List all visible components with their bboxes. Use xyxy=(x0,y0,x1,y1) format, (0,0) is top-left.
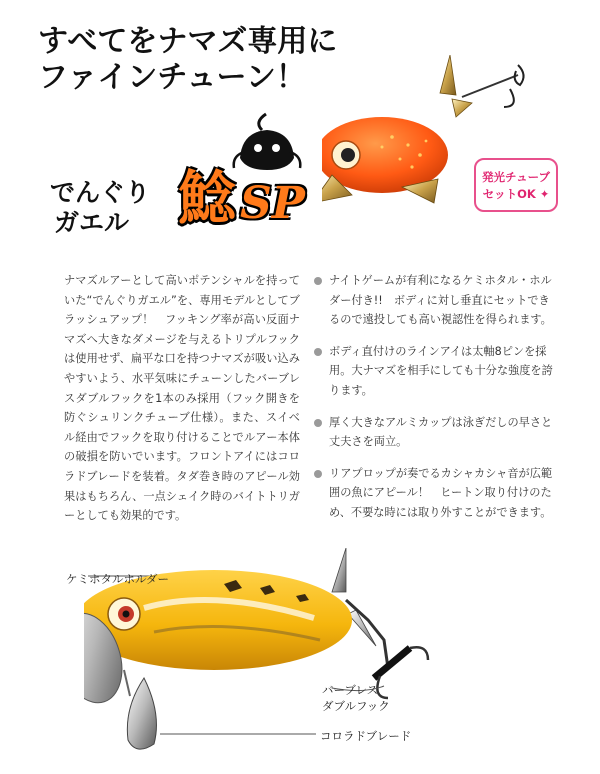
callout-blade: コロラドブレード xyxy=(320,729,412,743)
headline-line-1: すべてをナマズ専用に xyxy=(38,24,338,59)
headline xyxy=(38,24,337,96)
bullet-icon xyxy=(314,419,322,427)
product-description: ナマズルアーとして高いポテンシャルを持っていた“でんぐりガエル”を、専用モデルとしてブラッシュアップ！ フッキング率が高い反面ナマズへ大きなダメージを与えるトリプルフックは使用せず、扁平な口を持つナマズが吸い込みやすいよう、水平気味にチューンしたバーブレスダブルフックを1本のみ採用（フック開きを防ぐシュリンクチューブ仕様）。また、スイベル経由でフックを取り付けることでルアー本体の破損を防いでいます。フロントアイにはコロラドブレードを装着。タダ巻き時のアピール効果はもちろん、一点シェイク時のバイトトリガーとしても効果的です。 xyxy=(64,274,300,523)
brand-kanji: 鯰 xyxy=(178,164,237,232)
feature-item xyxy=(314,342,554,401)
feature-text: リアプロップが奏でるカシャカシャ音が広範囲の魚にアピール！ ヒートン取り付けのため、不要な時には取り外すことができます。 xyxy=(329,466,553,519)
brand-name-line-2: ガエル xyxy=(54,208,130,237)
catfish-mascot-icon xyxy=(232,112,302,174)
bullet-icon xyxy=(314,277,322,285)
feature-text: ナイトゲームが有利になるケミホタル・ホルダー付き!! ボディに対し垂直にセットできるので遠投しても高い視認性を得られます。 xyxy=(329,274,552,327)
brand-name-line-1: でんぐり xyxy=(50,178,151,207)
brand-name xyxy=(50,178,150,238)
feature-text: ボディ直付けのラインアイは太軸8ピンを採用。大ナマズを相手にしても十分な強度を誇ります。 xyxy=(329,344,553,397)
badge-line-1: 発光チューブ xyxy=(481,170,551,184)
glow-tube-badge xyxy=(474,158,558,212)
feature-item xyxy=(314,464,554,523)
callout-hook xyxy=(322,682,390,714)
badge-line-2: セットOK ✦ xyxy=(482,187,550,201)
callout-hook-line-2: ダブルフック xyxy=(322,699,390,713)
feature-text: 厚く大きなアルミカップは泳ぎだしの早さと丈夫さを両立。 xyxy=(329,415,553,449)
feature-list xyxy=(314,271,554,535)
headline-line-2: ファインチューン！ xyxy=(38,60,306,95)
feature-item xyxy=(314,413,554,452)
callout-hook-line-1: バーブレス xyxy=(322,683,379,697)
brand-suffix: SP xyxy=(240,178,305,229)
callout-chemical-holder: ケミホタルホルダー xyxy=(66,572,170,586)
feature-item xyxy=(314,271,554,330)
bullet-icon xyxy=(314,348,322,356)
bullet-icon xyxy=(314,470,322,478)
